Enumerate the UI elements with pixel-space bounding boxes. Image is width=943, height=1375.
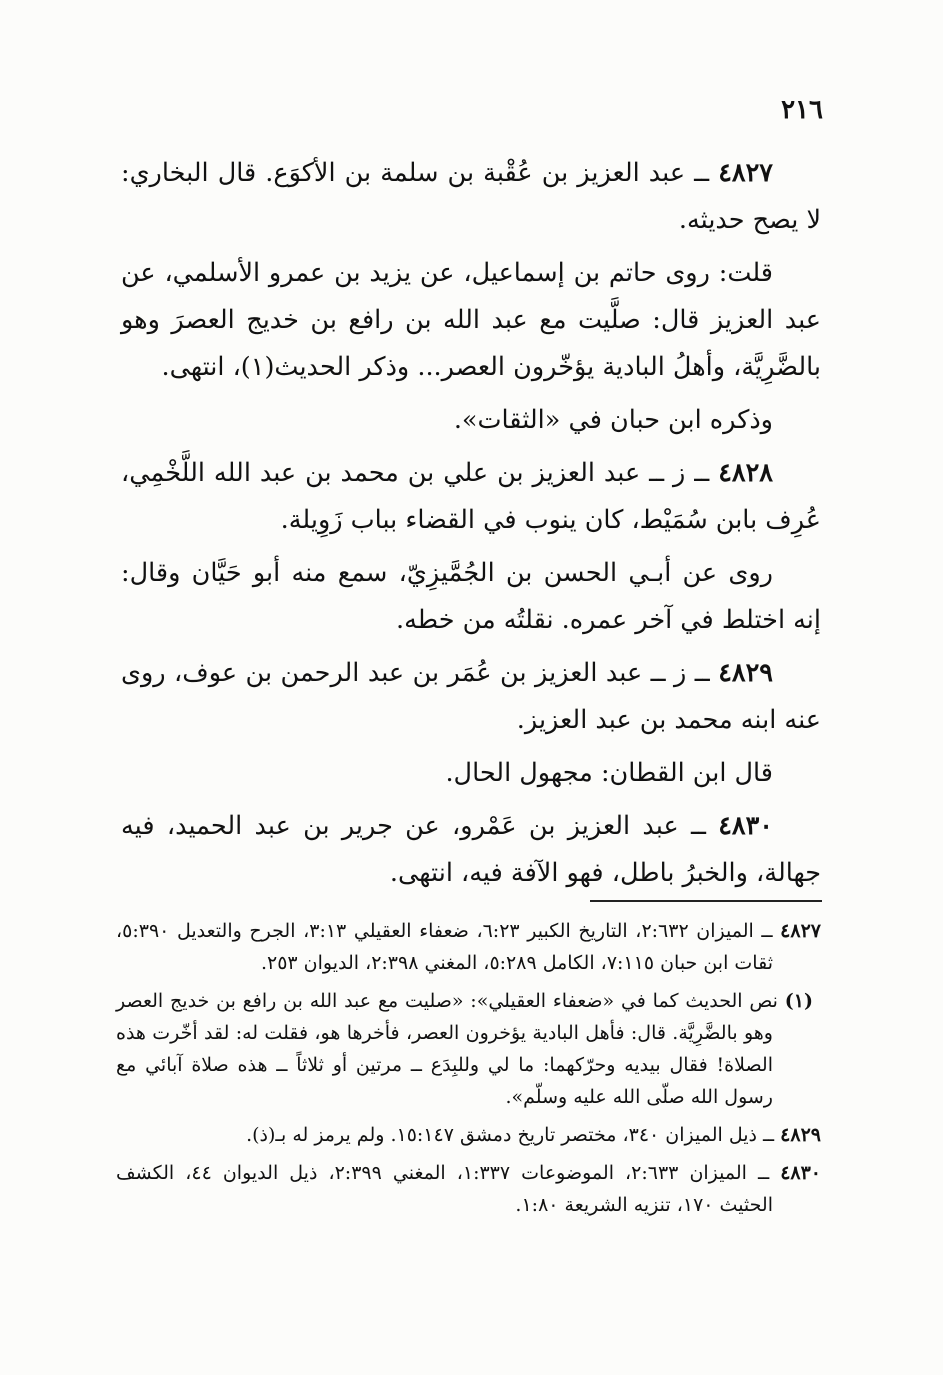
entry-number: ٤٨٣٠: [718, 811, 773, 841]
entry-4829: [121, 650, 821, 744]
entry-text: عبد العزيز بن عَمْرو، عن جرير بن عبد الحميد، فيه جهالة، والخبرُ باطل، فهو الآفة فيه، انتهى.: [121, 811, 821, 888]
entry-4827-thiqat: وذكره ابن حبان في «الثقات».: [453, 405, 773, 435]
footnote-text: ذيل الميزان ٣٤٠، مختصر تاريخ دمشق ١٥:١٤٧. ولم يرمز له بـ(ذ).: [246, 1124, 757, 1146]
footnote-1: [116, 985, 821, 1113]
footnote-number: ٤٨٣٠: [780, 1162, 822, 1184]
entry-separator: ــ: [686, 658, 719, 688]
entry-4829-note: قال ابن القطان: مجهول الحال.: [445, 758, 773, 788]
footnote-separator: [778, 990, 785, 1012]
entry-4830: [121, 803, 821, 897]
footnote-text: الميزان ٢:٦٣٢، التاريخ الكبير ٦:٢٣، ضعفاء العقيلي ٣:١٣، الجرح والتعديل ٥:٣٩٠، ثقات ابن حبان ٧:١١٥، الكامل ٥:٢٨٩، المغني ٢:٣٩٨، الديوان ٢٥٣.: [116, 920, 773, 974]
footnote-text: نص الحديث كما في «ضعفاء العقيلي»: «صليت مع عبد الله بن رافع بن خديج العصر وهو بالضَّرِيَّة. قال: فأهل البادية يؤخرون العصر، فأخرها هو، فقلت له: لقد أخّرت هذه الصلاة! فقال بيديه وحرّكهما: ما لي وللبِدَع ــ مرتين أو ثلاثاً ــ هذه صلاة آبائي مع رسول الله صلّى الله عليه وسلّم».: [116, 990, 778, 1108]
entry-separator: ــ: [685, 458, 719, 488]
footnote-number: ٤٨٢٧: [780, 920, 821, 942]
footnote-separator: ــ: [746, 1162, 781, 1184]
entry-4828: [121, 450, 821, 544]
footnote-separator: ــ: [756, 1124, 781, 1146]
page-number: ٢١٦: [781, 95, 823, 125]
footnote-separator: ــ: [753, 920, 781, 942]
entry-4827-note: قلت: روى حاتم بن إسماعيل، عن يزيد بن عمرو الأسلمي، عن عبد العزيز قال: صلَّيت مع عبد الله بن رافع بن خديج العصرَ وهو بالضَّرِيَّة، وأهلُ البادية يؤخّرون العصر... وذكر الحديث(١)، انتهى.: [121, 258, 821, 382]
entry-text: عبد العزيز بن عُقْبة بن سلمة بن الأكوَع. قال البخاري: لا يصح حديثه.: [121, 158, 821, 235]
footnote-divider: [590, 900, 822, 902]
footnote-4830: [116, 1157, 821, 1221]
footnote-4829: [116, 1119, 821, 1151]
footnotes: [116, 915, 821, 1227]
entry-separator: ــ: [685, 158, 719, 188]
entry-separator: ــ: [678, 811, 719, 841]
entry-number: ٤٨٢٩: [718, 658, 774, 688]
entry-text: ز ــ عبد العزيز بن علي بن محمد بن عبد الله اللَّخْمِي، عُرِف بابن سُمَيْط، كان ينوب في القضاء بباب زَوِيلة.: [121, 458, 821, 535]
entry-4827: [121, 150, 821, 244]
footnote-number: (١): [784, 990, 813, 1012]
entry-4828-note: روى عن أبـي الحسن بن الجُمَّيزِيّ، سمع منه أبو حَيَّان وقال: إنه اختلط في آخر عمره. نقلتُه من خطه.: [121, 558, 821, 635]
entry-number: ٤٨٢٧: [718, 158, 774, 188]
footnote-4827: [116, 915, 821, 979]
footnote-text: الميزان ٢:٦٣٣، الموضوعات ١:٣٣٧، المغني ٢:٣٩٩، ذيل الديوان ٤٤، الكشف الحثيث ١٧٠، تنزيه الشريعة ١:٨٠.: [116, 1162, 773, 1216]
entry-text: ز ــ عبد العزيز بن عُمَر بن عبد الرحمن بن عوف، روى عنه ابنه محمد بن عبد العزيز.: [121, 658, 821, 735]
footnote-number: ٤٨٢٩: [780, 1124, 821, 1146]
main-text: [121, 150, 821, 903]
entry-number: ٤٨٢٨: [718, 458, 773, 488]
